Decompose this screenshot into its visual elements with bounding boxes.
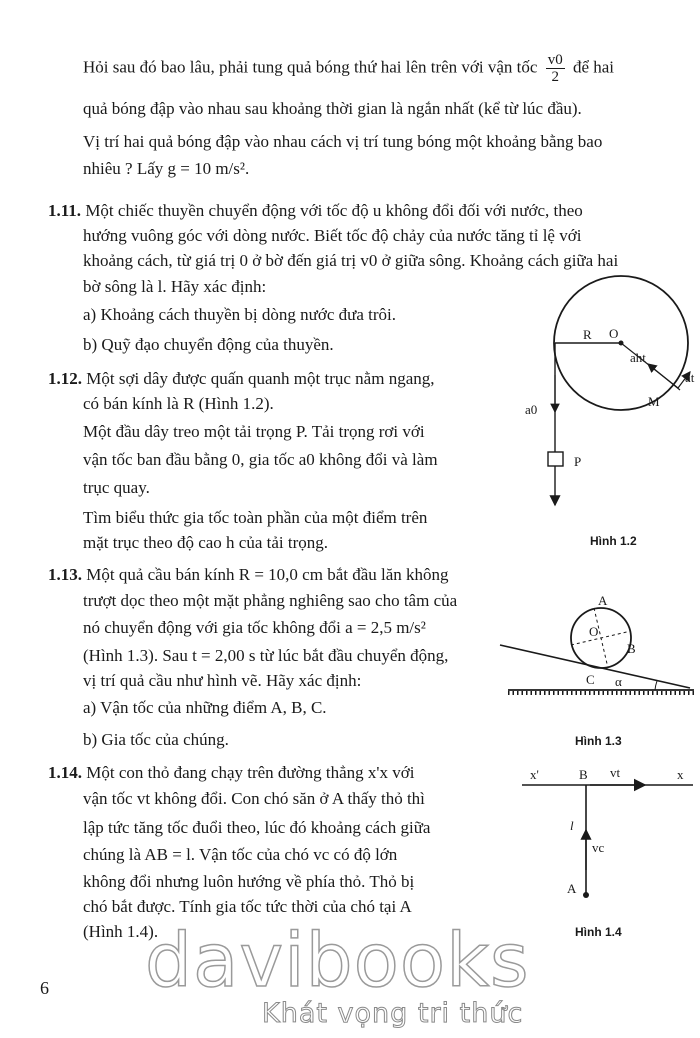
problem-1-14-line-1: 1.14. Một con thỏ đang chạy trên đường thẳng x'x với	[48, 763, 415, 782]
problem-1-12-line-6: Tìm biểu thức gia tốc toàn phần của một điểm trên	[83, 508, 428, 527]
label-a-t: at	[685, 370, 695, 385]
point-A-dot	[583, 892, 589, 898]
problem-number: 1.11.	[48, 201, 82, 220]
problem-1-14-line-6: chó bắt được. Tính gia tốc tức thời của chó tại A	[83, 897, 412, 916]
problem-1-12-line-3: Một đầu dây treo một tải trọng P. Tải trọng rơi với	[83, 422, 425, 441]
label-P: P	[574, 454, 582, 469]
problem-1-14-line-4: chúng là AB = l. Vận tốc của chó vc có độ lớn	[83, 845, 398, 864]
label-a-ht: aht	[630, 350, 646, 365]
figure-1-2-caption: Hình 1.2	[590, 534, 637, 548]
fraction-v0-over-2: $\frac{v0}{2}$	[547, 52, 563, 85]
problem-1-11-a: a) Khoảng cách thuyền bị dòng nước đưa trôi.	[83, 305, 397, 324]
label-x: x	[677, 767, 684, 782]
watermark-brand: davibooks	[145, 918, 530, 1004]
label-O: O	[609, 326, 619, 341]
label-R: R	[583, 327, 592, 342]
label-vt: vt	[610, 765, 621, 780]
problem-1-13-line-5: vị trí quả cầu như hình vẽ. Hãy xác định:	[83, 671, 362, 690]
problem-1-13-line-2: trượt dọc theo một mặt phẳng nghiêng sao cho tâm của	[83, 591, 458, 610]
figure-1-4-caption: Hình 1.4	[575, 925, 622, 939]
problem-1-11-line-2: hướng vuông góc với dòng nước. Biết tốc độ chảy của nước tăng tỉ lệ với	[83, 226, 582, 245]
problem-1-12-line-1: 1.12. Một sợi dây được quấn quanh một trục nằm ngang,	[48, 369, 435, 388]
label-M: M	[648, 394, 660, 409]
problem-1-12-line-2: có bán kính là R (Hình 1.2).	[83, 394, 274, 413]
watermark-slogan: Khát vọng tri thức	[262, 998, 524, 1029]
label-A: A	[567, 881, 577, 896]
problem-1-11-line-1: 1.11. Một chiếc thuyền chuyển động với tốc độ u không đổi đối với nước, theo	[48, 201, 583, 220]
intro-line-3: Vị trí hai quả bóng đập vào nhau cách vị trí tung bóng một khoảng bằng bao	[83, 132, 603, 151]
intro-line-4: nhiêu ? Lấy g = 10 m/s².	[83, 159, 250, 178]
problem-1-13-line-1: 1.13. Một quả cầu bán kính R = 10,0 cm bắt đầu lăn không	[48, 565, 449, 584]
problem-1-14-line-3: lập tức tăng tốc đuổi theo, lúc đó khoảng cách giữa	[83, 818, 431, 837]
problem-1-11-line-3: khoảng cách, từ giá trị 0 ở bờ đến giá trị v0 ở giữa sông. Khoảng cách giữa hai	[83, 251, 619, 270]
intro-line-2: quả bóng đập vào nhau sau khoảng thời gian là ngắn nhất (kể từ lúc đầu).	[83, 99, 582, 118]
label-vc: vc	[592, 840, 605, 855]
label-B: B	[579, 767, 588, 782]
problem-1-13-a: a) Vận tốc của những điểm A, B, C.	[83, 698, 327, 717]
intro-text: để hai	[572, 57, 615, 77]
problem-1-13-b: b) Gia tốc của chúng.	[83, 730, 229, 749]
problem-1-14-line-7: (Hình 1.4).	[83, 922, 159, 941]
intro-text: Hỏi sau đó bao lâu, phải tung quả bóng thứ hai lên trên với vận tốc	[83, 57, 538, 77]
label-B: B	[627, 641, 636, 656]
problem-number: 1.12.	[48, 369, 82, 388]
page-number: 6	[40, 978, 49, 998]
label-O: O	[589, 624, 599, 639]
problem-1-13-line-4: (Hình 1.3). Sau t = 2,00 s từ lúc bắt đầu chuyển động,	[83, 646, 449, 665]
problem-1-14-line-2: vận tốc vt không đổi. Con chó săn ở A thấy thỏ thì	[83, 789, 425, 808]
label-A: A	[598, 593, 608, 608]
problem-1-12-line-7: mặt trục theo độ cao h của tải trọng.	[83, 533, 328, 552]
figure-1-3-caption: Hình 1.3	[575, 734, 622, 748]
problem-1-11-line-4: bờ sông là l. Hãy xác định:	[83, 277, 267, 296]
problem-number: 1.13.	[48, 565, 82, 584]
label-a0: a0	[525, 402, 538, 417]
problem-1-11-b: b) Quỹ đạo chuyển động của thuyền.	[83, 335, 334, 354]
problem-1-12-line-4: vận tốc ban đầu bằng 0, gia tốc a0 không đổi và làm	[83, 450, 438, 469]
label-C: C	[586, 672, 595, 687]
label-l: l	[570, 818, 574, 833]
label-alpha: α	[615, 674, 622, 689]
problem-1-13-line-3: nó chuyển động với gia tốc không đổi a = 2,5 m/s²	[83, 618, 426, 637]
label-xprime: x'	[530, 767, 539, 782]
problem-1-14-line-5: không đổi nhưng luôn hướng về phía thỏ. Thỏ bị	[83, 872, 415, 891]
problem-1-12-line-5: trục quay.	[83, 478, 150, 497]
problem-number: 1.14.	[48, 763, 82, 782]
